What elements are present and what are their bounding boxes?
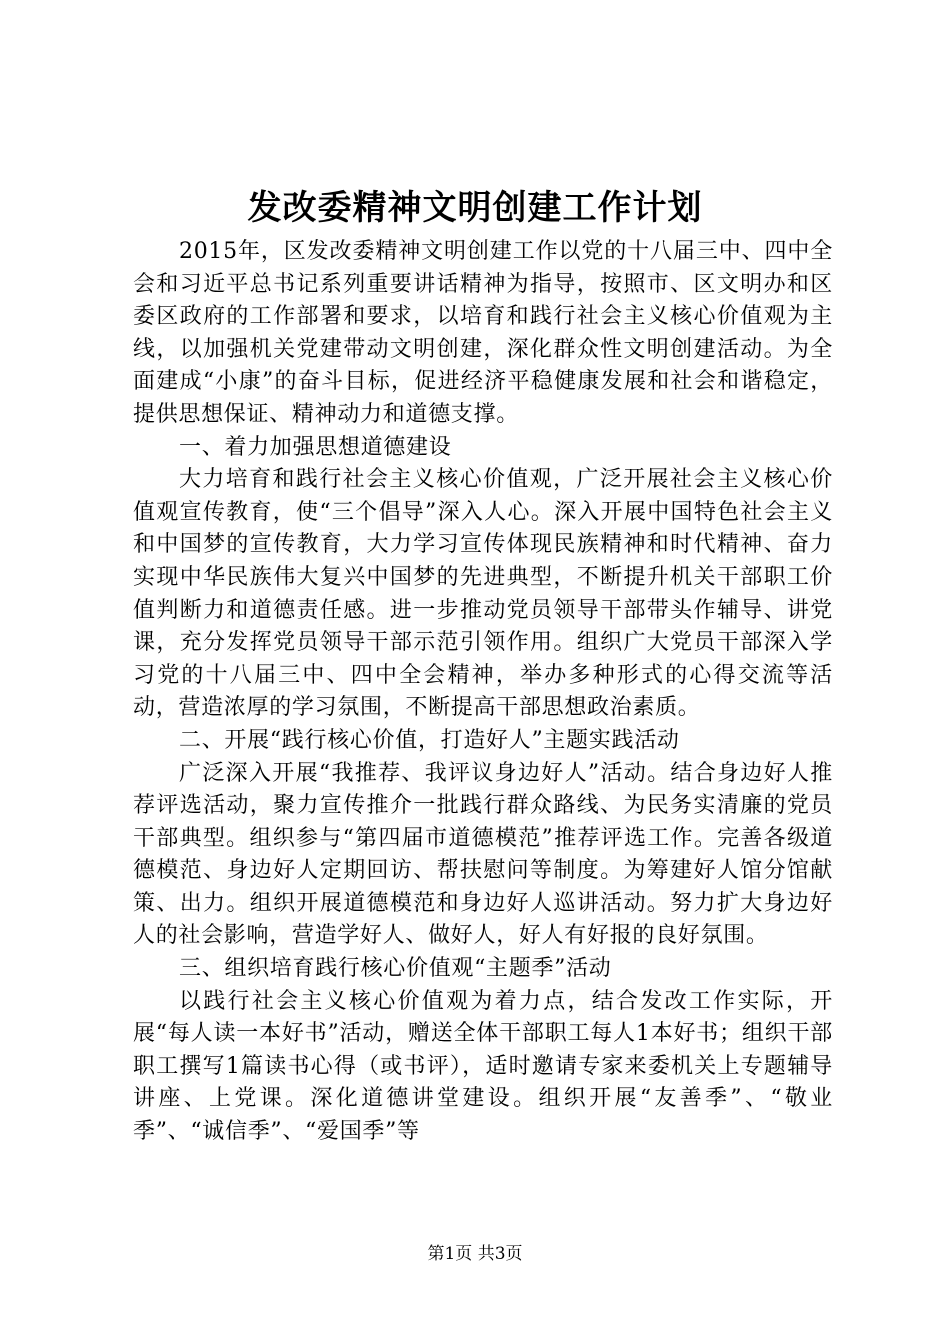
section-heading-3: 三、组织培育践行核心价值观“主题季”活动 <box>179 956 612 982</box>
intro-paragraph: 2015年，区发改委精神文明创建工作以党的十八届三中、四中全会和习近平总书记系列重要讲话精神为指导，按照市、区文明办和区委区政府的工作部署和要求，以培育和践行社会主义核心价值观为主线，以加强机关党建带动文明创建，深化群众性文明创建活动。为全面建成“小康”的奋斗目标，促进经济平稳健康发展和社会和谐稳定，提供思想保证、精神动力和道德支撑。 <box>133 239 833 427</box>
page-number-footer: 第1页 共3页 <box>427 1244 523 1264</box>
document-body <box>133 236 833 1149</box>
section-heading-1: 一、着力加强思想道德建设 <box>179 434 452 460</box>
section-paragraph-1: 大力培育和践行社会主义核心价值观，广泛开展社会主义核心价值观宣传教育，使“三个倡导”深入人心。深入开展中国特色社会主义和中国梦的宣传教育，大力学习宣传体现民族精神和时代精神、奋力实现中华民族伟大复兴中国梦的先进典型，不断提升机关干部职工价值判断力和道德责任感。进一步推动党员领导干部带头作辅导、讲党课，充分发挥党员领导干部示范引领作用。组织广大党员干部深入学习党的十八届三中、四中全会精神，举办多种形式的心得交流等活动，营造浓厚的学习氛围，不断提高干部思想政治素质。 <box>133 467 833 721</box>
section-heading-2: 二、开展“践行核心价值，打造好人”主题实践活动 <box>179 727 680 753</box>
section-paragraph-2: 广泛深入开展“我推荐、我评议身边好人”活动。结合身边好人推荐评选活动，聚力宣传推介一批践行群众路线、为民务实清廉的党员干部典型。组织参与“第四届市道德模范”推荐评选工作。完善各级道德模范、身边好人定期回访、帮扶慰问等制度。为筹建好人馆分馆献策、出力。组织开展道德模范和身边好人巡讲活动。努力扩大身边好人的社会影响，营造学好人、做好人，好人有好报的良好氛围。 <box>133 760 833 949</box>
document-title: 发改委精神文明创建工作计划 <box>247 188 703 228</box>
section-paragraph-3: 以践行社会主义核心价值观为着力点，结合发改工作实际，开展“每人读一本好书”活动，赠送全体干部职工每人1本好书；组织干部职工撰写1篇读书心得（或书评），适时邀请专家来委机关上专题辅导讲座、上党课。深化道德讲堂建设。组织开展“友善季”、“敬业季”、“诚信季”、“爱国季”等 <box>133 988 833 1145</box>
